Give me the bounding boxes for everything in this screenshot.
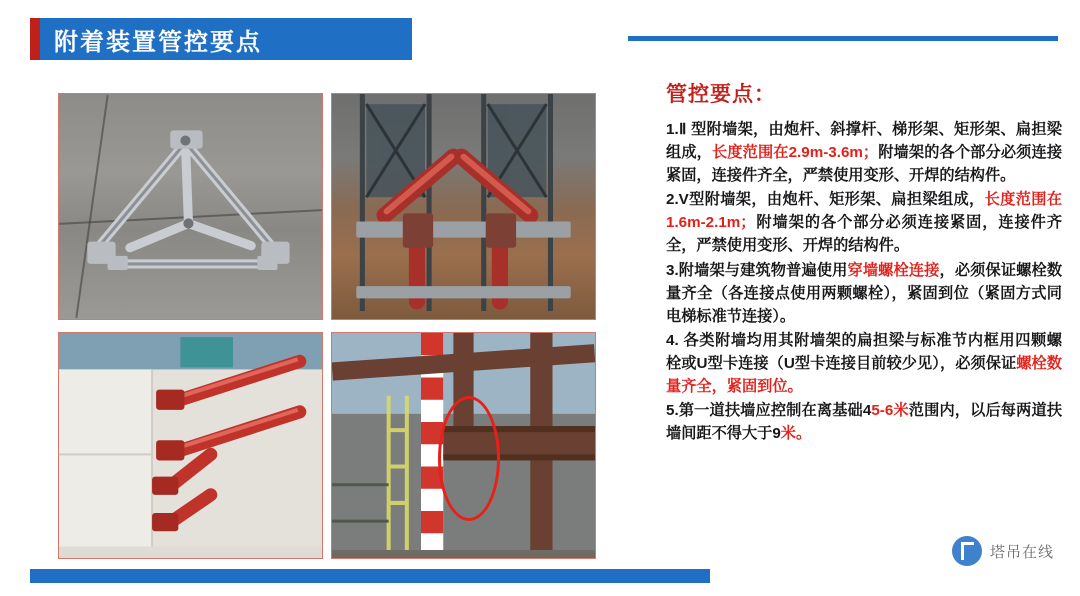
wall-bracket-illustration (59, 333, 322, 550)
control-point-text: 5.第一道扶墙应控制在离基础4 (666, 402, 872, 420)
control-points-list (666, 118, 1062, 445)
control-point-text: 附墙架的各个部分必须连接紧固，连接件齐全，严禁使用变形、开焊的结构件。 (666, 144, 1063, 185)
control-point-item (666, 329, 1062, 398)
control-point-text: 附墙架的各个部分必须连接紧固，连接件齐全，严禁使用变形、开焊的结构件。 (666, 214, 1062, 255)
control-point-text: 范围内，以后每两道扶墙间距不得大于9 (666, 402, 1063, 443)
title-accent-bar (30, 18, 40, 60)
frame-illustration (59, 94, 322, 311)
watermark-label: 塔吊在线 (989, 543, 1054, 561)
red-wall-attachment-frame-installed (331, 93, 596, 320)
control-point-item (666, 188, 1062, 257)
control-point-item (666, 399, 1062, 445)
slide-title-bar (40, 18, 412, 60)
control-point-item (666, 118, 1062, 187)
photo-grid (58, 93, 596, 559)
control-point-text: 长度范围在1.6m-2.1m； (666, 191, 1063, 232)
watermark (952, 536, 1054, 566)
footer-bar (30, 569, 710, 583)
header-rule (628, 36, 1058, 41)
control-point-text: 长度范围在2.9m-3.6m； (711, 144, 879, 162)
red-brackets-on-concrete-wall (58, 332, 323, 559)
control-point-text: 3.附墙架与建筑物普遍使用 (666, 261, 848, 279)
steel-wall-attachment-frame-on-ground (58, 93, 323, 320)
control-point-text: ，必须保证螺栓数量齐全（各连接点使用两颗螺栓），紧固到位（紧固方式同电梯标准节连接）。 (666, 261, 1063, 325)
control-point-item (666, 259, 1062, 328)
red-ellipse-annotation (438, 396, 500, 521)
control-points-panel (666, 78, 1062, 446)
control-point-text: 米。 (780, 425, 812, 443)
control-point-text: 1.Ⅱ 型附墙架，由炮杆、斜撑杆、梯形架、矩形架、扁担梁组成， (666, 121, 1062, 162)
control-points-heading: 管控要点： (666, 83, 776, 106)
page-title: 附着装置管控要点 (54, 28, 262, 56)
installed-frame-illustration (332, 94, 595, 311)
steel-beam-connection-marked (331, 332, 596, 559)
control-point-text: 穿墙螺栓连接 (847, 261, 940, 279)
control-point-text: 5-6米 (871, 402, 909, 420)
control-point-text: 2.V型附墙架，由炮杆、矩形架、扁担梁组成， (666, 191, 985, 209)
control-point-text: 4. 各类附墙均用其附墙架的扁担梁与标准节内框用四颗螺栓或U型卡连接（U型卡连接目前较少见），必须保证 (666, 331, 1062, 372)
logo-icon (952, 536, 982, 566)
control-point-text: 螺栓数量齐全，紧固到位。 (666, 354, 1062, 396)
